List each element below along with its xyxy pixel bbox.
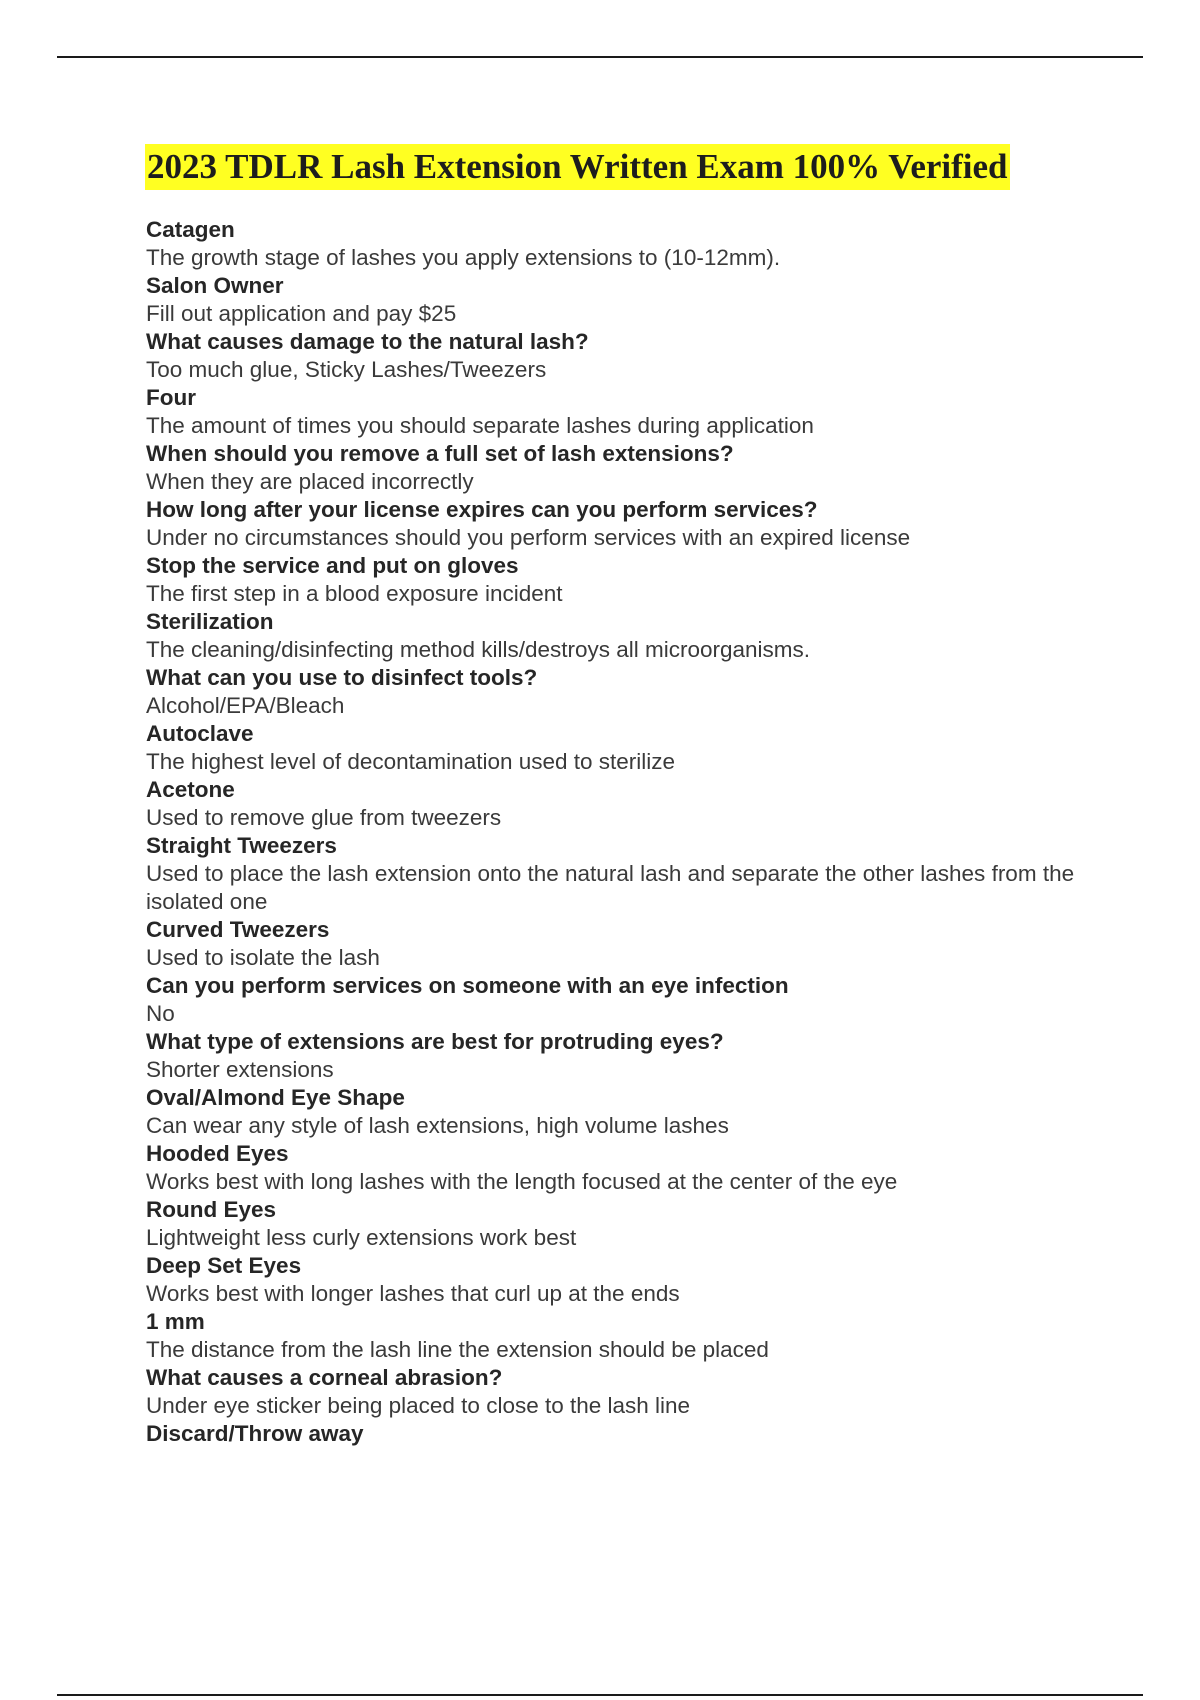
flashcard-definition: The highest level of decontamination used to sterilize	[146, 749, 676, 774]
flashcard-term: Stop the service and put on gloves	[146, 553, 519, 578]
flashcard-term: Curved Tweezers	[146, 917, 330, 942]
flashcard-definition: The amount of times you should separate lashes during application	[146, 413, 814, 438]
top-divider	[57, 56, 1143, 58]
flashcard-definition: Works best with long lashes with the length focused at the center of the eye	[146, 1169, 898, 1194]
title-block	[145, 144, 1065, 190]
flashcard-definition: Works best with longer lashes that curl up at the ends	[146, 1281, 680, 1306]
flashcard-entry	[146, 972, 1076, 1028]
flashcard-definition: Lightweight less curly extensions work best	[146, 1225, 577, 1250]
flashcard-definition: Too much glue, Sticky Lashes/Tweezers	[146, 357, 547, 382]
flashcard-entry	[146, 552, 1076, 608]
flashcard-entry	[146, 1140, 1076, 1196]
flashcard-definition: No	[146, 1001, 175, 1026]
flashcard-definition: The distance from the lash line the extension should be placed	[146, 1337, 769, 1362]
flashcard-definition: Can wear any style of lash extensions, high volume lashes	[146, 1113, 729, 1138]
flashcard-entry	[146, 776, 1076, 832]
bottom-divider	[57, 1694, 1143, 1696]
flashcard-entry	[146, 608, 1076, 664]
flashcard-entry	[146, 720, 1076, 776]
flashcard-term: When should you remove a full set of lash extensions?	[146, 441, 734, 466]
flashcard-entry	[146, 440, 1076, 496]
document-title: 2023 TDLR Lash Extension Written Exam 100% Verified	[145, 144, 1010, 190]
flashcard-definition: When they are placed incorrectly	[146, 469, 474, 494]
flashcard-entry	[146, 832, 1076, 916]
flashcard-definition: Under no circumstances should you perform services with an expired license	[146, 525, 911, 550]
flashcard-entry	[146, 328, 1076, 384]
flashcard-definition: Alcohol/EPA/Bleach	[146, 693, 345, 718]
flashcard-term: How long after your license expires can you perform services?	[146, 497, 818, 522]
flashcard-definition: The first step in a blood exposure incident	[146, 581, 563, 606]
flashcard-definition: Shorter extensions	[146, 1057, 334, 1082]
flashcard-term: Discard/Throw away	[146, 1421, 364, 1446]
flashcard-entry	[146, 1364, 1076, 1420]
flashcard-term: Deep Set Eyes	[146, 1253, 302, 1278]
flashcard-entry	[146, 1196, 1076, 1252]
flashcard-entry	[146, 1308, 1076, 1364]
flashcard-term: Round Eyes	[146, 1197, 277, 1222]
flashcard-entry	[146, 216, 1076, 272]
flashcard-definition: Used to isolate the lash	[146, 945, 380, 970]
flashcard-entry	[146, 272, 1076, 328]
flashcard-entry	[146, 1420, 1076, 1448]
flashcard-term: Salon Owner	[146, 273, 284, 298]
flashcard-term: Oval/Almond Eye Shape	[146, 1085, 405, 1110]
flashcard-term: What can you use to disinfect tools?	[146, 665, 538, 690]
flashcard-entry	[146, 1252, 1076, 1308]
flashcard-term: Straight Tweezers	[146, 833, 337, 858]
flashcard-entry	[146, 384, 1076, 440]
flashcard-entry	[146, 1084, 1076, 1140]
flashcard-definition: Used to remove glue from tweezers	[146, 805, 502, 830]
flashcard-term: Can you perform services on someone with an eye infection	[146, 973, 789, 998]
flashcard-term: What type of extensions are best for protruding eyes?	[146, 1029, 724, 1054]
flashcard-definition: Under eye sticker being placed to close to the lash line	[146, 1393, 691, 1418]
flashcard-term: 1 mm	[146, 1309, 205, 1334]
flashcard-definition: Fill out application and pay $25	[146, 301, 457, 326]
flashcard-term: What causes damage to the natural lash?	[146, 329, 589, 354]
flashcard-entry	[146, 496, 1076, 552]
flashcard-list	[146, 216, 1076, 1448]
flashcard-term: Acetone	[146, 777, 235, 802]
flashcard-term: Catagen	[146, 217, 235, 242]
flashcard-term: Sterilization	[146, 609, 274, 634]
flashcard-entry	[146, 1028, 1076, 1084]
flashcard-definition: Used to place the lash extension onto the natural lash and separate the other lashes from the isolated one	[146, 861, 1075, 914]
flashcard-term: Autoclave	[146, 721, 254, 746]
flashcard-definition: The growth stage of lashes you apply extensions to (10-12mm).	[146, 245, 781, 270]
flashcard-entry	[146, 664, 1076, 720]
flashcard-entry	[146, 916, 1076, 972]
flashcard-term: Four	[146, 385, 196, 410]
flashcard-definition: The cleaning/disinfecting method kills/destroys all microorganisms.	[146, 637, 811, 662]
flashcard-term: Hooded Eyes	[146, 1141, 289, 1166]
flashcard-term: What causes a corneal abrasion?	[146, 1365, 503, 1390]
